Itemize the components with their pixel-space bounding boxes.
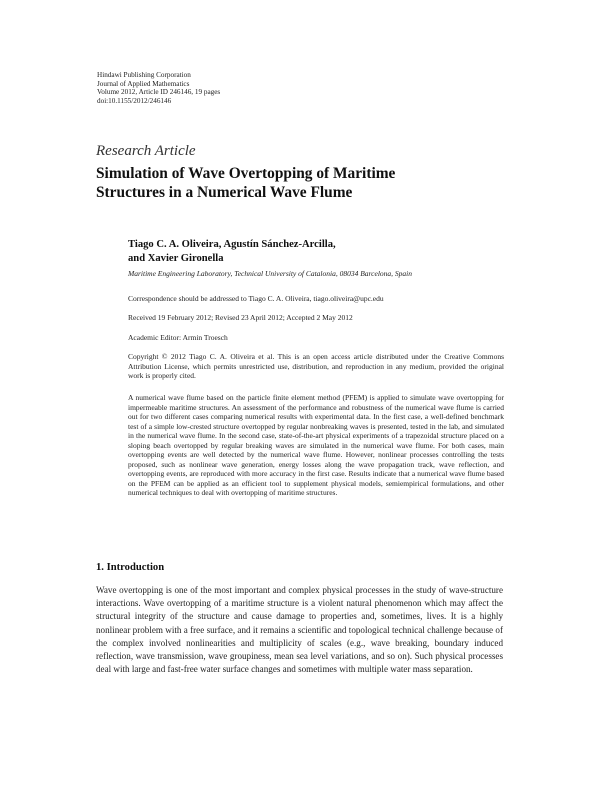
correspondence: Correspondence should be addressed to Tiago C. A. Oliveira, tiago.oliveira@upc.edu xyxy=(128,294,384,303)
introduction-paragraph: Wave overtopping is one of the most important and complex physical processes in the study of wave-structure interactions. Wave overtopping of a maritime structure is a violent natural phenomenon which may affect the structural integrity of the structure and cause damage to properties and, sometimes, lives. It is a highly nonlinear problem with a free surface, and it remains a scientific and topological technical challenge because of the complex involved nonlinearities and multiplicity of scales (e.g., wave breaking, boundary induced reflection, wave transmission, wave groupiness, mean sea level variations, and so on). Such physical processes deal with large and fast-free water surface changes and sometimes with multiple water mass separation. xyxy=(96,585,503,675)
copyright-notice: Copyright © 2012 Tiago C. A. Oliveira et al. This is an open access article distributed under the Creative Commons Attribution License, which permits unrestricted use, distribution, and reproduction in any medium, provided the original work is properly cited. xyxy=(128,352,504,381)
academic-editor: Academic Editor: Armin Troesch xyxy=(128,333,228,342)
section-heading-introduction: 1. Introduction xyxy=(96,562,165,573)
doi: doi:10.1155/2012/246146 xyxy=(97,96,172,105)
volume-info: Volume 2012, Article ID 246146, 19 pages xyxy=(97,88,221,97)
abstract: A numerical wave flume based on the particle finite element method (PFEM) is applied to simulate wave overtopping for impermeable maritime structures. An assessment of the performance and robustness of the numerical wave flume is carried out for two different cases comparing numerical results with experimental data. In the first case, a well-defined benchmark test of a simple low-crested structure overtopped by regular nonbreaking waves is presented, tested in the lab, and simulated in the numerical wave flume. In the second case, state-of-the-art physical experiments of a trapezoidal structure placed on a sloping beach overtopped by regular breaking waves are simulated in the numerical wave flume. For both cases, main overtopping events are well detected by the numerical wave flume. However, nonlinear processes controlling the tests proposed, such as nonlinear wave generation, energy losses along the wave propagation track, wave reflection, and overtopping events, are reproduced with more accuracy in the first case. Results indicate that a numerical wave flume based on the PFEM can be applied as an efficient tool to supplement physical models, semiempirical formulations, and other numerical techniques to deal with overtopping of maritime structures. xyxy=(128,393,504,498)
author-line: Tiago C. A. Oliveira, Agustín Sánchez-Arcilla, xyxy=(128,239,336,250)
article-dates: Received 19 February 2012; Revised 23 April 2012; Accepted 2 May 2012 xyxy=(128,313,353,322)
article-type: Research Article xyxy=(96,143,196,159)
article-title xyxy=(96,165,516,202)
affiliation: Maritime Engineering Laboratory, Technical University of Catalonia, 08034 Barcelona, Spain xyxy=(128,269,413,278)
title-line: Simulation of Wave Overtopping of Maritime xyxy=(96,165,396,182)
author-line: and Xavier Gironella xyxy=(128,253,224,264)
author-list xyxy=(128,238,508,266)
publisher-name: Hindawi Publishing Corporation xyxy=(97,71,191,79)
journal-name: Journal of Applied Mathematics xyxy=(97,79,190,88)
journal-info xyxy=(97,71,297,105)
title-line: Structures in a Numerical Wave Flume xyxy=(96,183,353,201)
